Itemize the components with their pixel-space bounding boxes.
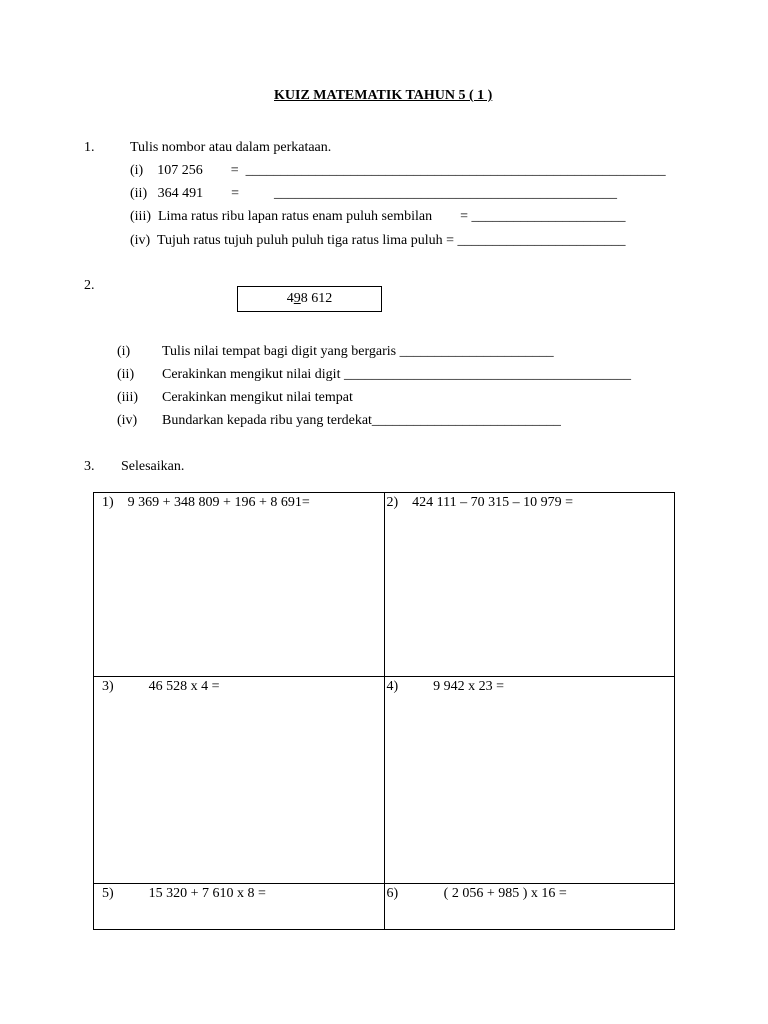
work-cell-2[interactable] <box>384 493 675 677</box>
q2-text-i: Tulis nilai tempat bagi digit yang bergaris ______________________ <box>162 344 554 359</box>
problem-4: 4) 9 942 x 23 = <box>386 679 505 694</box>
number-box-before: 4 <box>286 291 294 306</box>
q3-number: 3. <box>84 459 95 474</box>
q2-label-iv: (iv) <box>117 413 138 428</box>
number-box-after: 8 612 <box>300 291 333 306</box>
work-cell-4[interactable] <box>384 677 675 884</box>
q3-instruction: Selesaikan. <box>121 459 185 474</box>
work-table <box>93 492 675 930</box>
q2-label-iii: (iii) <box>117 390 138 405</box>
problem-5: 5) 15 320 + 7 610 x 8 = <box>102 886 266 901</box>
work-cell-1[interactable] <box>94 493 385 677</box>
q2-label-ii: (ii) <box>117 367 135 382</box>
q2-text-iii: Cerakinkan mengikut nilai tempat <box>162 390 353 405</box>
q2-text-iv: Bundarkan kepada ribu yang terdekat___________________________ <box>162 413 561 428</box>
q1-item-iv: (iv) Tujuh ratus tujuh puluh puluh tiga ratus lima puluh = ________________________ <box>130 233 626 248</box>
page-title: KUIZ MATEMATIK TAHUN 5 ( 1 ) <box>274 88 493 103</box>
work-cell-5[interactable] <box>94 884 385 930</box>
number-box <box>237 286 382 312</box>
q1-item-ii: (ii) 364 491 = _________________________________________________ <box>130 186 617 201</box>
problem-3: 3) 46 528 x 4 = <box>102 679 220 694</box>
problem-2: 2) 424 111 – 70 315 – 10 979 = <box>386 495 574 510</box>
problem-6: 6) ( 2 056 + 985 ) x 16 = <box>386 886 567 901</box>
q1-item-iii: (iii) Lima ratus ribu lapan ratus enam puluh sembilan = ______________________ <box>130 209 626 224</box>
underlined-digit: 9 <box>293 291 301 306</box>
q1-number: 1. <box>84 140 95 155</box>
q1-item-i: (i) 107 256 = ____________________________________________________________ <box>130 163 666 178</box>
work-cell-6[interactable] <box>384 884 675 930</box>
q2-label-i: (i) <box>117 344 131 359</box>
q1-instruction: Tulis nombor atau dalam perkataan. <box>130 140 332 155</box>
q2-number: 2. <box>84 278 95 293</box>
work-cell-3[interactable] <box>94 677 385 884</box>
q2-text-ii: Cerakinkan mengikut nilai digit _________________________________________ <box>162 367 631 382</box>
problem-1: 1) 9 369 + 348 809 + 196 + 8 691= <box>102 495 310 510</box>
